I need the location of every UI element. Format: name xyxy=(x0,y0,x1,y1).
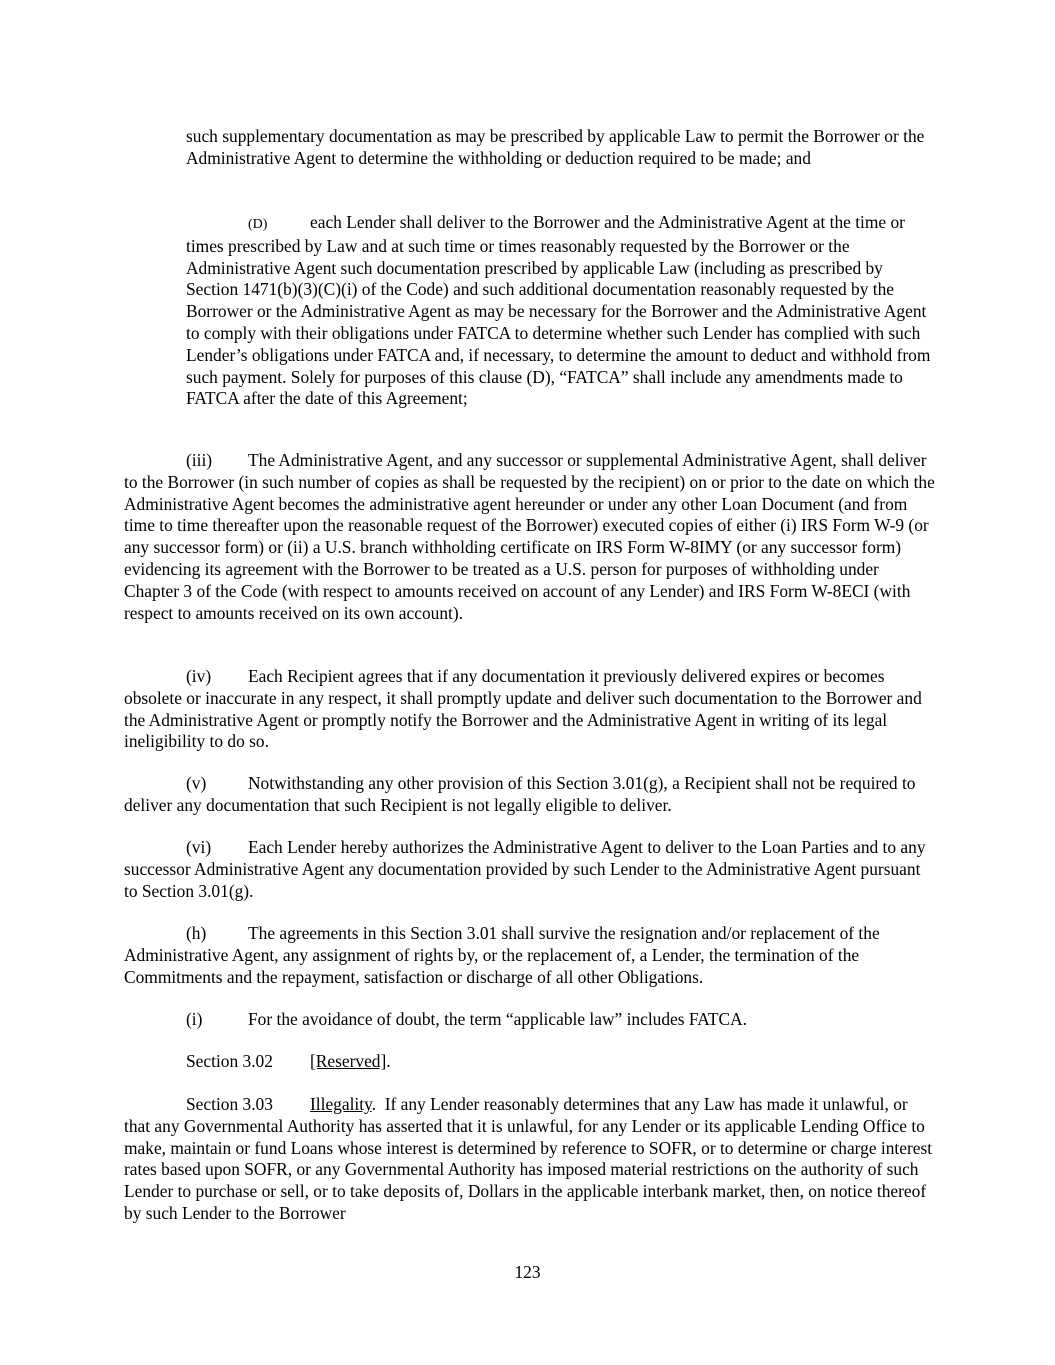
section-3-02-title: [Reserved] xyxy=(310,1051,387,1071)
clause-d xyxy=(186,212,936,410)
clause-iv xyxy=(124,666,936,753)
clause-d-text: each Lender shall deliver to the Borrower and the Administrative Agent at the time or times prescribed by Law and at such time or times reasonably requested by the Borrower or the Administrative Agent such documentation prescribed by applicable Law (including as prescribed by Section 1471(b)(3)(C)(i) of the Code) and such additional documentation reasonably requested by the Borrower or the Administrative Agent as may be necessary for the Borrower and the Administrative Agent to comply with their obligations under FATCA to determine whether such Lender has complied with such Lender’s obligations under FATCA and, if necessary, to determine the amount to deduct and withhold from such payment. Solely for purposes of this clause (D), “FATCA” shall include any amendments made to FATCA after the date of this Agreement; xyxy=(186,212,931,409)
clause-v-marker: (v) xyxy=(186,773,207,793)
clause-iii xyxy=(124,450,936,624)
clause-vi-text: Each Lender hereby authorizes the Administrative Agent to deliver to the Loan Parties and to any successor Administrative Agent any documentation provided by such Lender to the Administrative Agent pursuant to Section 3.01(g). xyxy=(124,837,926,901)
clause-vi xyxy=(124,837,936,902)
clause-h xyxy=(124,923,936,988)
clause-iv-marker: (iv) xyxy=(186,666,212,686)
clause-iii-text: The Administrative Agent, and any successor or supplemental Administrative Agent, shall deliver to the Borrower (in such number of copies as shall be requested by the recipient) on or prior to the date on which the Administrative Agent becomes the administrative agent hereunder or under any other Loan Document (and from time to time thereafter upon the reasonable request of the Borrower) executed copies of either (i) IRS Form W-9 (or any successor form) or (ii) a U.S. branch withholding certificate on IRS Form W-8IMY (or any successor form) evidencing its agreement with the Borrower to be treated as a U.S. person for purposes of withholding under Chapter 3 of the Code (with respect to amounts received on account of any Lender) and IRS Form W-8ECI (with respect to amounts received on its own account). xyxy=(124,450,935,623)
paragraph-supplementary xyxy=(186,126,936,170)
section-3-03 xyxy=(124,1094,936,1225)
section-3-02 xyxy=(186,1051,936,1073)
clause-v xyxy=(124,773,936,817)
clause-d-marker: (D) xyxy=(248,217,268,232)
clause-iv-text: Each Recipient agrees that if any documentation it previously delivered expires or becomes obsolete or inaccurate in any respect, it shall promptly update and deliver such documentation to the Borrower and the Administrative Agent or promptly notify the Borrower and the Administrative Agent in writing of its legal ineligibility to do so. xyxy=(124,666,922,752)
clause-v-text: Notwithstanding any other provision of this Section 3.01(g), a Recipient shall not be required to deliver any documentation that such Recipient is not legally eligible to deliver. xyxy=(124,773,916,815)
clause-vi-marker: (vi) xyxy=(186,837,212,857)
section-3-03-text: If any Lender reasonably determines that any Law has made it unlawful, or that any Governmental Authority has asserted that it is unlawful, for any Lender or its applicable Lending Office to make, maintain or fund Loans whose interest is determined by reference to SOFR, or to determine or charge interest rates based upon SOFR, or any Governmental Authority has imposed material restrictions on the authority of such Lender to purchase or sell, or to take deposits of, Dollars in the applicable interbank market, then, on notice thereof by such Lender to the Borrower xyxy=(124,1094,937,1223)
section-3-03-title: Illegality xyxy=(310,1094,372,1114)
clause-h-text: The agreements in this Section 3.01 shall survive the resignation and/or replacement of the Administrative Agent, any assignment of rights by, or the replacement of, a Lender, the termination of the Commitments and the repayment, satisfaction or discharge of all other Obligations. xyxy=(124,923,880,987)
section-3-02-punct: . xyxy=(386,1051,391,1071)
paragraph-text: such supplementary documentation as may be prescribed by applicable Law to permit the Borrower or the Administrative Agent to determine the withholding or deduction required to be made; and xyxy=(186,126,925,168)
section-3-03-title-punct: . xyxy=(371,1094,377,1114)
clause-iii-marker: (iii) xyxy=(186,450,213,470)
section-3-02-number: Section 3.02 xyxy=(186,1051,273,1071)
clause-i-marker: (i) xyxy=(186,1009,203,1029)
clause-h-marker: (h) xyxy=(186,923,207,943)
section-3-03-number: Section 3.03 xyxy=(186,1094,273,1114)
clause-i xyxy=(186,1009,936,1031)
page-number: 123 xyxy=(514,1262,541,1282)
clause-i-text: For the avoidance of doubt, the term “applicable law” includes FATCA. xyxy=(248,1009,748,1029)
